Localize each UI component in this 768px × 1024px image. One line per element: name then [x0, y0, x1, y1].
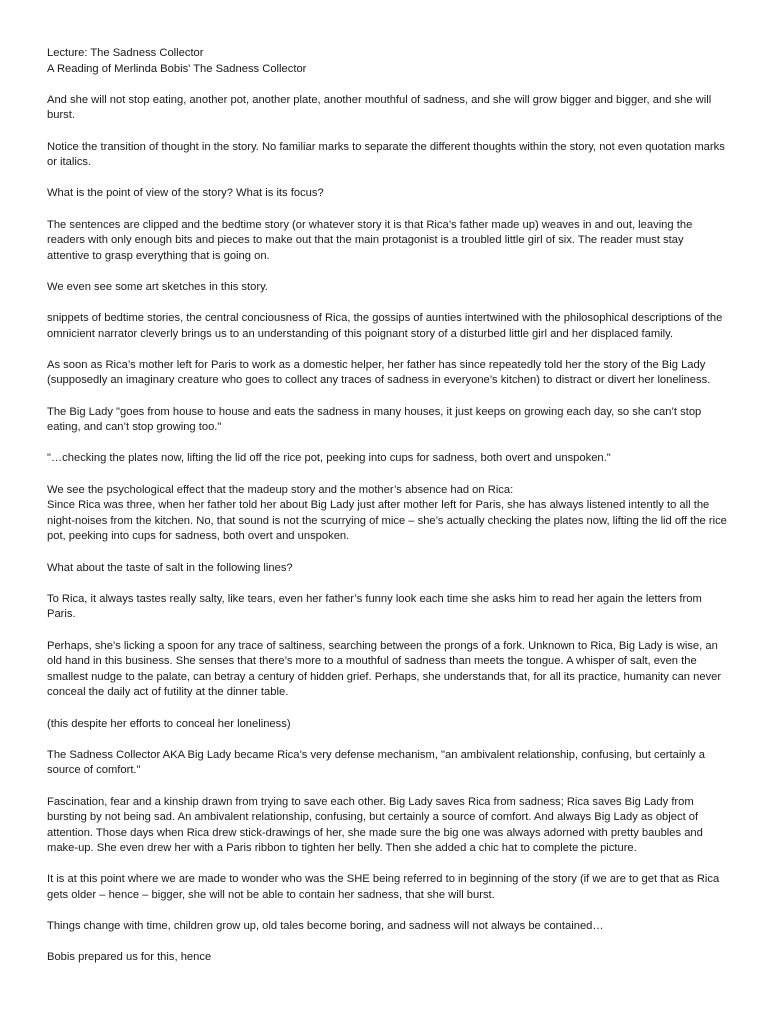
paragraph: What is the point of view of the story? What is its focus?: [47, 187, 324, 200]
document-title: Lecture: The Sadness Collector: [47, 47, 204, 59]
paragraph: To Rica, it always tastes really salty, like tears, even her father’s funny look each time she asks him to read her again the letters from Paris.: [47, 592, 702, 621]
paragraph: Notice the transition of thought in the story. No familiar marks to separate the different thoughts within the story, not even quotation marks or italics.: [47, 140, 725, 169]
document-subtitle: A Reading of Merlinda Bobis' The Sadness Collector: [47, 62, 307, 75]
paragraph: The sentences are clipped and the bedtime story (or whatever story it is that Rica’s father made up) weaves in and out, leaving the readers with only enough bits and pieces to make out that the main protagonist is a troubled little girl of six. The reader must stay attentive to grasp everything that is going on.: [47, 218, 693, 262]
paragraph: It is at this point where we are made to wonder who was the SHE being referred to in beginning of the story (if we are to get that as Rica gets older – hence – bigger, she will not be able to contain her sadness, that she will burst.: [47, 873, 720, 902]
paragraph: Bobis prepared us for this, hence: [47, 951, 212, 964]
paragraph: Things change with time, children grow up, old tales become boring, and sadness will not always be contained…: [47, 920, 604, 933]
paragraph: Fascination, fear and a kinship drawn from trying to save each other. Big Lady saves Rica from sadness; Rica saves Big Lady from bursting by not being sad. An ambivalent relationship, confusing, but certainly a source of comfort. And always Big Lady as object of attention. Those days when Rica drew stick-drawings of her, she made sure the big one was always adorned with pretty baubles and make-up. She even drew her with a Paris ribbon to tighten her belly. Then she added a chic hat to complete the picture.: [47, 795, 703, 855]
paragraph: We even see some art sketches in this story.: [47, 280, 268, 293]
title-block: [47, 46, 727, 77]
paragraph: snippets of bedtime stories, the central conciousness of Rica, the gossips of aunties intertwined with the philosophical descriptions of the omnicient narrator cleverly brings us to an understanding of this poignant story of a disturbed little girl and her displaced family.: [47, 312, 723, 340]
paragraph: We see the psychological effect that the madeup story and the mother’s absence had on Rica: Since Rica was three, when her father told her about Big Lady just after mother left for Paris, she has always listened intently to all the night-noises from the kitchen. No, that sound is not the scurrying of mice – she’s actually checking the plates now, lifting the lid off the rice pot, peeking into cups for sadness, both overt and unspoken.: [47, 483, 727, 543]
paragraph: The Big Lady "goes from house to house and eats the sadness in many houses, it just keeps on growing each day, so she can’t stop eating, and can’t stop growing too.": [47, 405, 702, 434]
paragraph: Perhaps, she’s licking a spoon for any trace of saltiness, searching between the prongs of a fork. Unknown to Rica, Big Lady is wise, an old hand in this business. She senses that there’s more to a mouthful of sadness than meets the tongue. A whisper of salt, even the smallest nudge to the palate, can betray a century of hidden grief. Perhaps, she understands that, for all its practice, humanity can never conceal the daily act of futility at the dinner table.: [47, 639, 722, 699]
paragraph: "…checking the plates now, lifting the lid off the rice pot, peeking into cups for sadness, both overt and unspoken.": [47, 452, 611, 465]
document-page: [47, 46, 727, 982]
paragraph: As soon as Rica’s mother left for Paris to work as a domestic helper, her father has since repeatedly told her the story of the Big Lady (supposedly an imaginary creature who goes to collect any traces of sadness in everyone’s kitchen) to distract or divert her loneliness.: [47, 358, 711, 387]
paragraph: And she will not stop eating, another pot, another plate, another mouthful of sadness, and she will grow bigger and bigger, and she will burst.: [47, 93, 712, 122]
paragraph: (this despite her efforts to conceal her loneliness): [47, 717, 291, 730]
paragraph: The Sadness Collector AKA Big Lady became Rica’s very defense mechanism, "an ambivalent relationship, confusing, but certainly a source of comfort.": [47, 748, 705, 777]
paragraph: What about the taste of salt in the following lines?: [47, 561, 293, 574]
document-body: [47, 93, 727, 966]
